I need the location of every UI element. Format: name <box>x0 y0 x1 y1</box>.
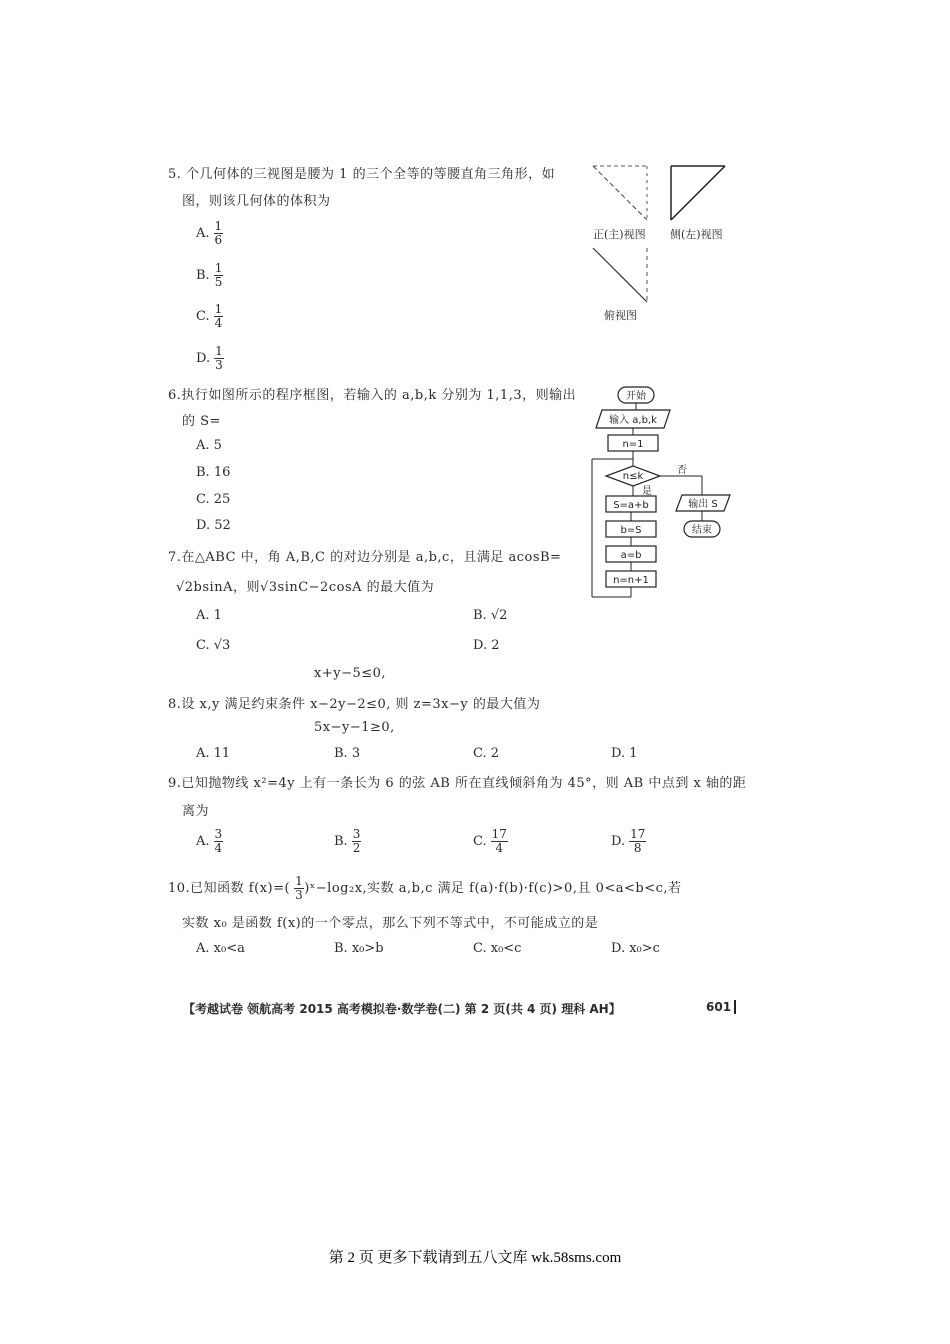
top-view-label: 俯视图 <box>604 309 637 322</box>
q5-option-b: B. $\frac{1}{5}$ <box>196 261 223 289</box>
side-view-label: 侧(左)视图 <box>670 228 723 241</box>
q7-line1: 7.在△ABC 中，角 A,B,C 的对边分别是 a,b,c，且满足 acosB= <box>168 550 562 565</box>
three-view-diagram <box>585 158 735 328</box>
flow-s-assign-text: S=a+b <box>613 500 649 511</box>
front-view-label: 正(主)视图 <box>593 228 646 241</box>
q6-option-b: B. 16 <box>196 465 231 480</box>
q5-option-a: A. $\frac{1}{6}$ <box>196 219 223 247</box>
q5-line2: 图，则该几何体的体积为 <box>182 194 331 209</box>
q9-option-d: D. $\frac{17}{8}$ <box>611 827 646 855</box>
flow-no-text: 否 <box>677 465 687 476</box>
q10-option-d: D. x₀>c <box>611 941 660 956</box>
exam-code: 601 <box>706 1000 736 1014</box>
q6-line2: 的 S= <box>182 414 221 429</box>
q5-option-c: C. $\frac{1}{4}$ <box>196 302 223 330</box>
flow-input-text: 输入 a,b,k <box>609 415 657 426</box>
q9-option-b: B. $\frac{3}{2}$ <box>334 827 361 855</box>
q5-option-d: D. $\frac{1}{3}$ <box>196 344 223 372</box>
program-flowchart <box>590 383 740 601</box>
q10-line2: 实数 x₀ 是函数 f(x)的一个零点，那么下列不等式中，不可能成立的是 <box>182 916 599 931</box>
q8-option-b: B. 3 <box>334 746 361 761</box>
q8-constraint-1: x+y−5≤0, <box>314 666 387 681</box>
option-label: C. <box>196 309 210 324</box>
flow-a-assign-text: a=b <box>620 550 642 561</box>
side-view-shape <box>671 166 725 220</box>
exam-info-bar: 【考越试卷 领航高考 2015 高考模拟卷·数学卷(二) 第 2 页(共 4 页) 理科 AH】 <box>183 1002 621 1016</box>
flow-end-text: 结束 <box>692 525 712 536</box>
flow-output-text: 输出 S <box>688 499 718 510</box>
option-label: D. <box>196 351 211 366</box>
q9-option-c: C. $\frac{17}{4}$ <box>473 827 507 855</box>
page-footer: 第 2 页 更多下载请到五八文库 wk.58sms.com <box>328 1250 622 1266</box>
q6-line1: 6.执行如图所示的程序框图，若输入的 a,b,k 分别为 1,1,3，则输出 <box>168 388 577 403</box>
q5-line1: 5. 个几何体的三视图是腰为 1 的三个全等的等腰直角三角形，如 <box>168 167 556 182</box>
flow-start-text: 开始 <box>626 391 646 402</box>
q7-option-c: C. √3 <box>196 638 231 653</box>
q6-option-c: C. 25 <box>196 492 231 507</box>
q9-line2: 离为 <box>182 804 210 819</box>
flow-yes-text: 是 <box>642 486 652 497</box>
q9-option-a: A. $\frac{3}{4}$ <box>196 827 223 855</box>
flow-init-text: n=1 <box>622 439 644 450</box>
q7-option-d: D. 2 <box>473 638 500 653</box>
flow-b-assign-text: b=S <box>620 525 642 536</box>
q7-option-b: B. √2 <box>473 608 508 623</box>
option-label: A. <box>196 226 210 241</box>
q8-constraint-3: 5x−y−1≥0, <box>314 720 395 735</box>
q9-line1: 9.已知抛物线 x²=4y 上有一条长为 6 的弦 AB 所在直线倾斜角为 45°，则 AB 中点到 x 轴的距 <box>168 776 747 791</box>
top-view-shape <box>593 248 647 302</box>
q6-option-a: A. 5 <box>196 438 222 453</box>
q10-option-a: A. x₀<a <box>196 941 245 956</box>
flow-condition-text: n≤k <box>622 471 644 482</box>
q10-option-b: B. x₀>b <box>334 941 384 956</box>
q7-line2: √2bsinA，则√3sinC−2cosA 的最大值为 <box>176 580 435 595</box>
q8-line: 8.设 x,y 满足约束条件 x−2y−2≤0, 则 z=3x−y 的最大值为 <box>168 697 541 712</box>
option-label: B. <box>196 268 210 283</box>
front-view-shape <box>593 166 647 220</box>
flow-n-inc-text: n=n+1 <box>613 575 649 586</box>
q10-line1: 10.已知函数 f(x)=( $\frac{1}{3}$ )ˣ−log₂x,实数 a,b,c 满足 f(a)·f(b)·f(c)>0,且 0<a<b<c,若 <box>168 874 682 902</box>
q8-option-a: A. 11 <box>196 746 231 761</box>
q7-option-a: A. 1 <box>196 608 222 623</box>
q8-option-d: D. 1 <box>611 746 638 761</box>
q8-option-c: C. 2 <box>473 746 500 761</box>
q10-option-c: C. x₀<c <box>473 941 522 956</box>
q6-option-d: D. 52 <box>196 518 231 533</box>
